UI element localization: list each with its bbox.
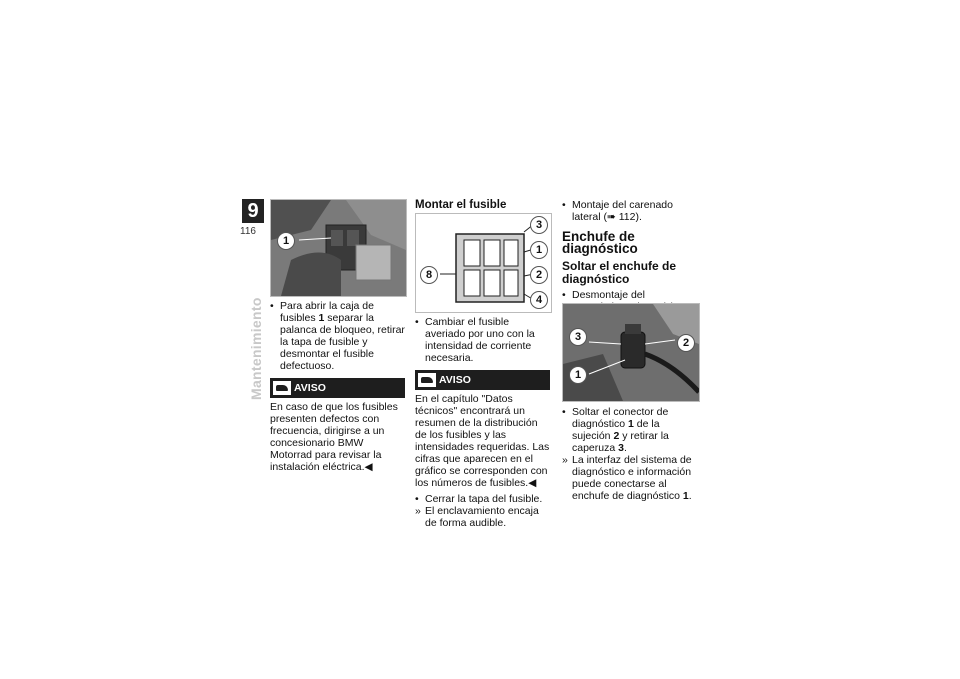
section-heading-diagnostic: Enchufe de diagnóstico <box>562 229 638 256</box>
diagram-callout-3: 3 <box>530 216 548 234</box>
chapter-title-vertical <box>248 297 264 400</box>
fuse-diagram <box>415 213 552 313</box>
result-mark: » <box>562 454 568 466</box>
notice-label: AVISO <box>439 374 471 386</box>
diagram-callout-8: 8 <box>420 266 438 284</box>
step-text: Para abrir la caja de fusibles <box>280 300 374 324</box>
bullet-mark: • <box>562 199 566 211</box>
notice-banner <box>270 378 405 398</box>
ref-number: 1 <box>682 490 689 502</box>
result-interface <box>562 454 700 502</box>
notice-text: En caso de que los fusibles presenten defectos con frecuencia, dirigirse a un concesionario BMW Motorrad para revisar la instalación eléctrica.◀ <box>270 401 398 473</box>
column-3-bottom <box>562 406 700 502</box>
step-close-cover <box>415 493 550 505</box>
subsection-heading: Soltar el enchufe de diagnóstico <box>562 259 677 286</box>
step-text: Cambiar el fusible averiado por uno con la intensidad de corriente necesaria. <box>425 316 535 364</box>
result-mark: » <box>415 505 421 517</box>
diagram-callout-1: 1 <box>530 241 548 259</box>
photo-callout-1: 1 <box>569 366 587 384</box>
motorcycle-icon <box>418 373 436 387</box>
bullet-mark: • <box>270 300 274 312</box>
bullet-mark: • <box>562 289 566 301</box>
fuse-box-photo <box>270 199 407 297</box>
photo-callout-1: 1 <box>277 232 295 250</box>
bullet-mark: • <box>415 493 419 505</box>
photo-callout-2: 2 <box>677 334 695 352</box>
notice-text: En el capítulo "Datos técnicos" encontrará un resumen de la distribución de los fusibles y las intensidades requeridas. Las cifras que aparecen en el gráfico se corresponden con los números de fusibles.◀ <box>415 393 550 489</box>
ref-number: 2 <box>613 430 620 442</box>
chapter-number: 9 <box>242 199 264 223</box>
step-text: Desmontaje del <box>572 289 645 301</box>
result-latch <box>415 505 550 529</box>
step-text-rest: separar la palanca de bloqueo, retirar la tapa de fusible y desmontar el fusible defectuoso. <box>280 312 405 372</box>
bullet-mark: • <box>562 406 566 418</box>
step-mount-fairing <box>562 199 700 223</box>
page-number: 116 <box>240 226 256 237</box>
chapter-title: Mantenimiento <box>248 297 264 400</box>
step-open-fuse-box <box>270 300 405 372</box>
diagnostic-plug-photo <box>562 303 700 402</box>
step-text: Montaje del carenado lateral (➠ 112). <box>572 199 673 223</box>
diagram-callout-2: 2 <box>530 266 548 284</box>
result-text: La interfaz del sistema de diagnóstico e información puede conectarse al enchufe de diagnóstico <box>572 454 692 502</box>
motorcycle-icon <box>273 381 291 395</box>
ref-number: 3 <box>618 442 624 454</box>
ref-number: 1 <box>318 312 325 324</box>
step-replace-fuse <box>415 316 550 364</box>
step-text: de la sujeción <box>572 418 660 442</box>
step-release-connector <box>562 406 700 454</box>
diagram-callout-4: 4 <box>530 291 548 309</box>
section-heading: Montar el fusible <box>415 199 507 211</box>
ref-number: 1 <box>628 418 634 430</box>
step-text: Cerrar la tapa del fusible. <box>425 493 543 505</box>
column-1 <box>270 300 405 473</box>
diagnostic-plug-photo-art <box>563 304 699 401</box>
column-2 <box>415 316 550 529</box>
result-text: . <box>688 490 692 502</box>
step-text: y retirar la caperuza <box>572 430 669 454</box>
step-text: . <box>623 442 627 454</box>
notice-banner <box>415 370 550 390</box>
photo-callout-3: 3 <box>569 328 587 346</box>
step-text: Soltar el conector de diagnóstico <box>572 406 669 430</box>
result-text: El enclavamiento encaja de forma audible. <box>425 505 539 529</box>
bullet-mark: • <box>415 316 419 328</box>
notice-label: AVISO <box>294 382 326 394</box>
